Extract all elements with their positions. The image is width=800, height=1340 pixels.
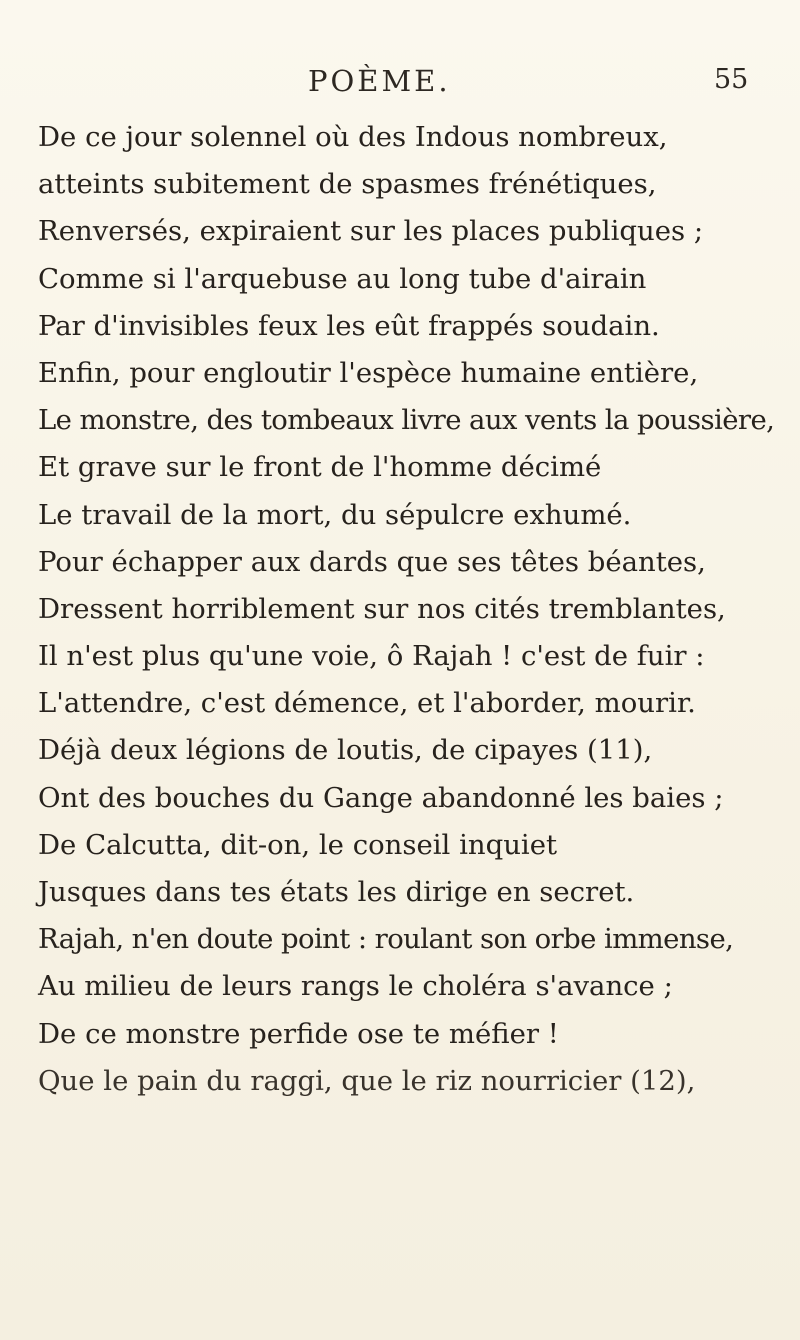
verse-line: Renversés, expiraient sur les places publiques ;: [38, 215, 704, 248]
verse-line: Déjà deux légions de loutis, de cipayes (11),: [38, 734, 653, 767]
page-number: 55: [714, 64, 749, 95]
verse-line: Jusques dans tes états les dirige en secret.: [38, 876, 635, 908]
running-head: [0, 64, 800, 104]
running-title: POÈME.: [308, 64, 451, 98]
verse-line: Rajah, n'en doute point : roulant son orbe immense,: [38, 923, 734, 956]
verse-line: Il n'est plus qu'une voie, ô Rajah ! c'est de fuir :: [38, 640, 705, 673]
verse-line: Que le pain du raggi, que le riz nourricier (12),: [38, 1064, 696, 1097]
verse-line: Au milieu de leurs rangs le choléra s'avance ;: [38, 970, 673, 1003]
verse-line: Dressent horriblement sur nos cités tremblantes,: [38, 592, 726, 625]
verse-line: atteints subitement de spasmes frénétiques,: [38, 168, 657, 201]
verse-line: De Calcutta, dit-on, le conseil inquiet: [38, 828, 558, 861]
verse-line: Par d'invisibles feux les eût frappés soudain.: [38, 309, 660, 342]
verse-line: De ce monstre perfide ose te méfier !: [38, 1017, 559, 1050]
poem-text: [38, 114, 775, 1105]
verse-line: De ce jour solennel où des Indous nombreux,: [38, 121, 668, 153]
verse-line: Et grave sur le front de l'homme décimé: [38, 451, 602, 484]
verse-line: Le travail de la mort, du sépulcre exhumé.: [38, 498, 632, 531]
verse-line: Le monstre, des tombeaux livre aux vents la poussière,: [38, 404, 775, 437]
verse-line: L'attendre, c'est démence, et l'aborder, mourir.: [38, 687, 696, 720]
verse-line: Enfin, pour engloutir l'espèce humaine entière,: [38, 356, 699, 389]
verse-line: Pour échapper aux dards que ses têtes béantes,: [38, 545, 706, 578]
verse-line: Comme si l'arquebuse au long tube d'airain: [38, 262, 647, 295]
verse-line: Ont des bouches du Gange abandonné les baies ;: [38, 781, 724, 814]
